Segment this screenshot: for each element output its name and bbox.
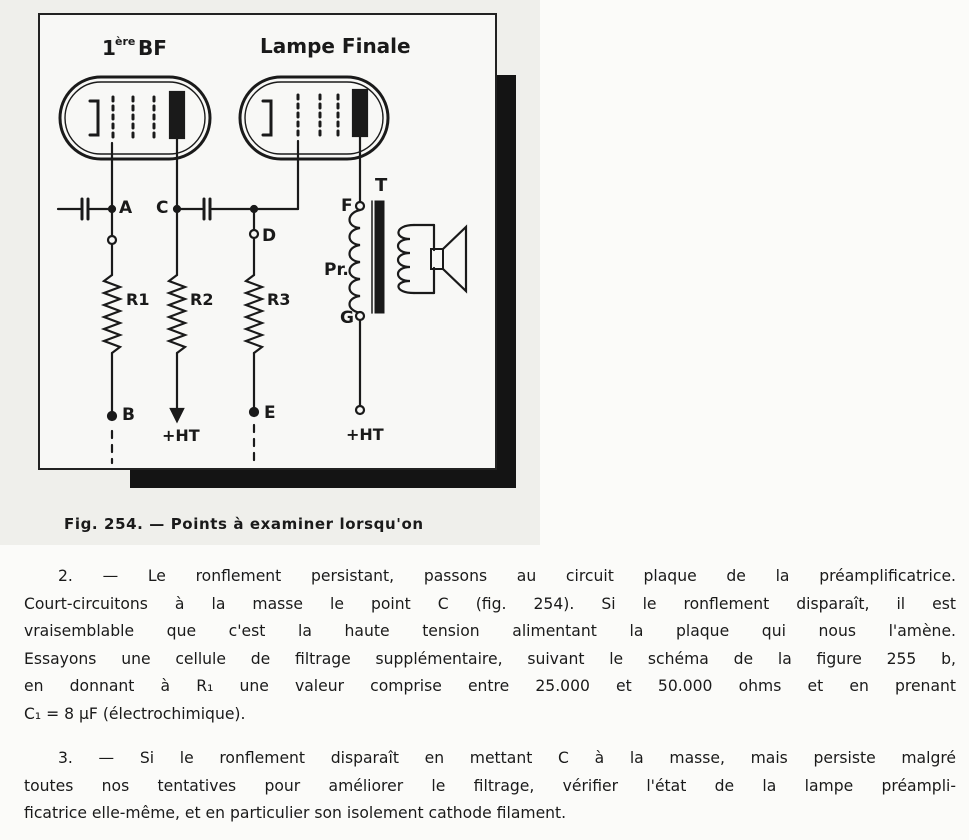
paragraph-line: Essayons une cellule de filtrage supplémentaire, suivant le schéma de la figure 255 b, xyxy=(24,649,956,668)
resistor-r3-label: R3 xyxy=(267,290,291,309)
paragraph-line: 3. — Si le ronflement disparaît en mettant C à la masse, mais persiste malgré xyxy=(58,749,956,767)
paragraph-line: Court-circuitons à la masse le point C (fig. 254). Si le ronflement disparaît, il est xyxy=(24,594,956,613)
point-g-label: G xyxy=(340,308,354,328)
paragraph-2 xyxy=(24,563,956,728)
resistor-r2-label: R2 xyxy=(190,290,214,309)
ht-right-label: +HT xyxy=(346,425,384,444)
paragraph-line: 2. — Le ronflement persistant, passons au circuit plaque de la préamplificatrice. xyxy=(58,567,956,585)
resistor-r1-label: R1 xyxy=(126,290,150,309)
point-a-label: A xyxy=(119,198,133,218)
figure-caption: Fig. 254. — Points à examiner lorsqu'on xyxy=(64,515,424,533)
figure-shadow-bottom xyxy=(130,470,516,488)
point-d-label: D xyxy=(262,226,277,246)
point-t-label: T xyxy=(375,175,388,196)
paragraph-line: vraisemblable que c'est la haute tension alimentant la plaque qui nous l'amène. xyxy=(24,622,956,640)
transformer-pr-label: Pr. xyxy=(324,260,349,280)
point-c-label: C xyxy=(156,198,169,218)
paragraph-3 xyxy=(24,745,956,828)
title-lampe-finale: Lampe Finale xyxy=(260,34,411,58)
paragraph-line: ficatrice elle-même, et en particulier son isolement cathode filament. xyxy=(24,804,567,822)
svg-text:BF: BF xyxy=(138,36,167,60)
figure-shadow-right xyxy=(497,75,516,487)
point-e-label: E xyxy=(264,403,276,423)
output-tube xyxy=(240,77,388,159)
svg-text:1: 1 xyxy=(102,36,116,60)
ht-left-label: +HT xyxy=(162,426,200,445)
preamp-tube xyxy=(60,77,210,159)
point-f-label: F xyxy=(341,196,353,216)
svg-text:ère: ère xyxy=(115,35,136,48)
point-b-label: B xyxy=(122,405,135,425)
paragraph-line: C₁ = 8 μF (électrochimique). xyxy=(24,704,246,723)
circuit-schematic xyxy=(38,13,497,470)
title-premiere-bf xyxy=(102,35,167,60)
paragraph-line: toutes nos tentatives pour améliorer le filtrage, vérifier l'état de la lampe préampli- xyxy=(24,776,956,795)
paragraph-line: en donnant à R₁ une valeur comprise entre 25.000 et 50.000 ohms et en prenant xyxy=(24,677,956,695)
